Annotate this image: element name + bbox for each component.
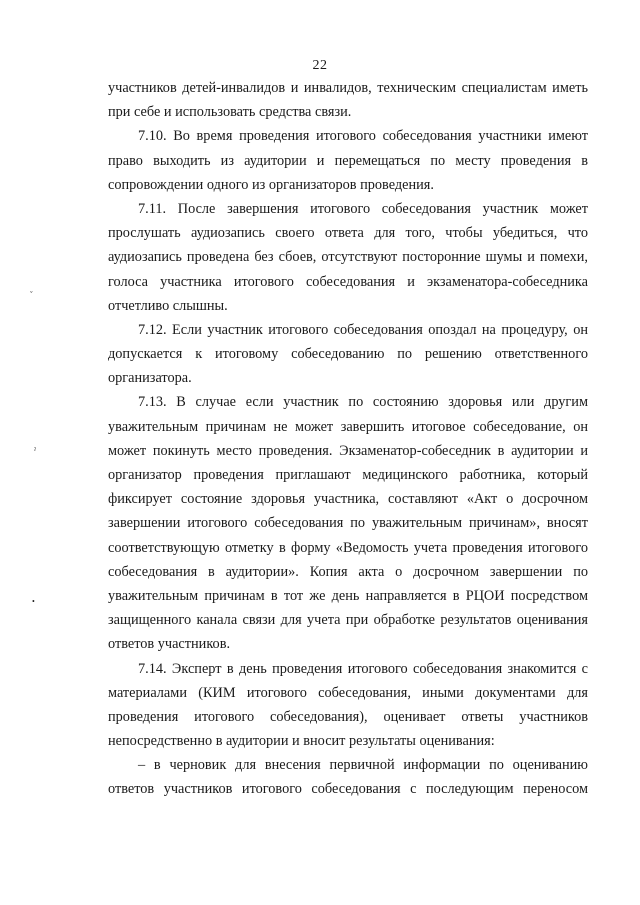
- scan-mark: •: [32, 597, 35, 606]
- text-line: 7.10. Во время проведения итогового собеседования участники имеют: [138, 128, 588, 145]
- text-line: непосредственно в аудитории и вносит результаты оценивания:: [108, 733, 495, 750]
- text-line: аудиозапись проведена без сбоев, отсутствуют посторонние шумы и помехи,: [108, 249, 588, 266]
- text-line: при себе и использовать средства связи.: [108, 104, 352, 121]
- text-line: соответствующую отметку в форму «Ведомость учета проведения итогового: [108, 539, 588, 556]
- scan-mark: ˀ: [34, 446, 36, 455]
- text-line: завершении итогового собеседования по уважительным причинам», вносят: [108, 515, 588, 532]
- text-line: сопровождении одного из организаторов проведения.: [108, 176, 434, 193]
- text-line: материалами (КИМ итогового собеседования, иными документами для: [108, 684, 588, 701]
- text-line: собеседования в аудитории». Копия акта о досрочном завершении по: [108, 563, 588, 580]
- text-line: организатор проведения приглашают медицинского работника, который: [108, 467, 588, 483]
- text-line: право выходить из аудитории и перемещаться по месту проведения в: [108, 152, 588, 169]
- text-line: организатора.: [108, 370, 192, 387]
- scan-mark: ˇ: [30, 290, 33, 299]
- text-line: голоса участника итогового собеседования и экзаменатора-собеседника: [108, 273, 588, 290]
- text-line: участников детей-инвалидов и инвалидов, техническим специалистам иметь: [108, 80, 588, 96]
- text-line: уважительным причинам не может завершить итоговое собеседование, он: [108, 418, 588, 435]
- text-line: прослушать аудиозапись своего ответа для того, чтобы убедиться, что: [108, 225, 588, 242]
- text-line: ответов участников.: [108, 636, 231, 653]
- text-line: защищенного канала связи для учета при обработке результатов оценивания: [108, 612, 588, 629]
- text-line: 7.12. Если участник итогового собеседования опоздал на процедуру, он: [138, 321, 588, 338]
- page-number: 22: [312, 58, 328, 73]
- text-line: ответов участников итогового собеседования с последующим переносом: [108, 781, 588, 798]
- document-body: [108, 76, 588, 802]
- text-line: может покинуть место проведения. Экзаменатор-собеседник в аудитории и: [108, 442, 588, 459]
- text-line: уважительным причинам в тот же день направляется в РЦОИ посредством: [108, 587, 588, 604]
- text-line: 7.14. Эксперт в день проведения итогового собеседования знакомится с: [138, 660, 588, 677]
- text-line: отчетливо слышны.: [108, 297, 228, 314]
- text-line: проведения итогового собеседования), оценивает ответы участников: [108, 708, 588, 725]
- text-line: фиксирует состояние здоровья участника, составляют «Акт о досрочном: [108, 491, 588, 508]
- text-line: 7.13. В случае если участник по состоянию здоровья или другим: [138, 394, 588, 411]
- text-line: – в черновик для внесения первичной информации по оцениванию: [138, 757, 588, 774]
- text-line: 7.11. После завершения итогового собеседования участник может: [138, 200, 588, 217]
- text-line: допускается к итоговому собеседованию по решению ответственного: [108, 346, 588, 363]
